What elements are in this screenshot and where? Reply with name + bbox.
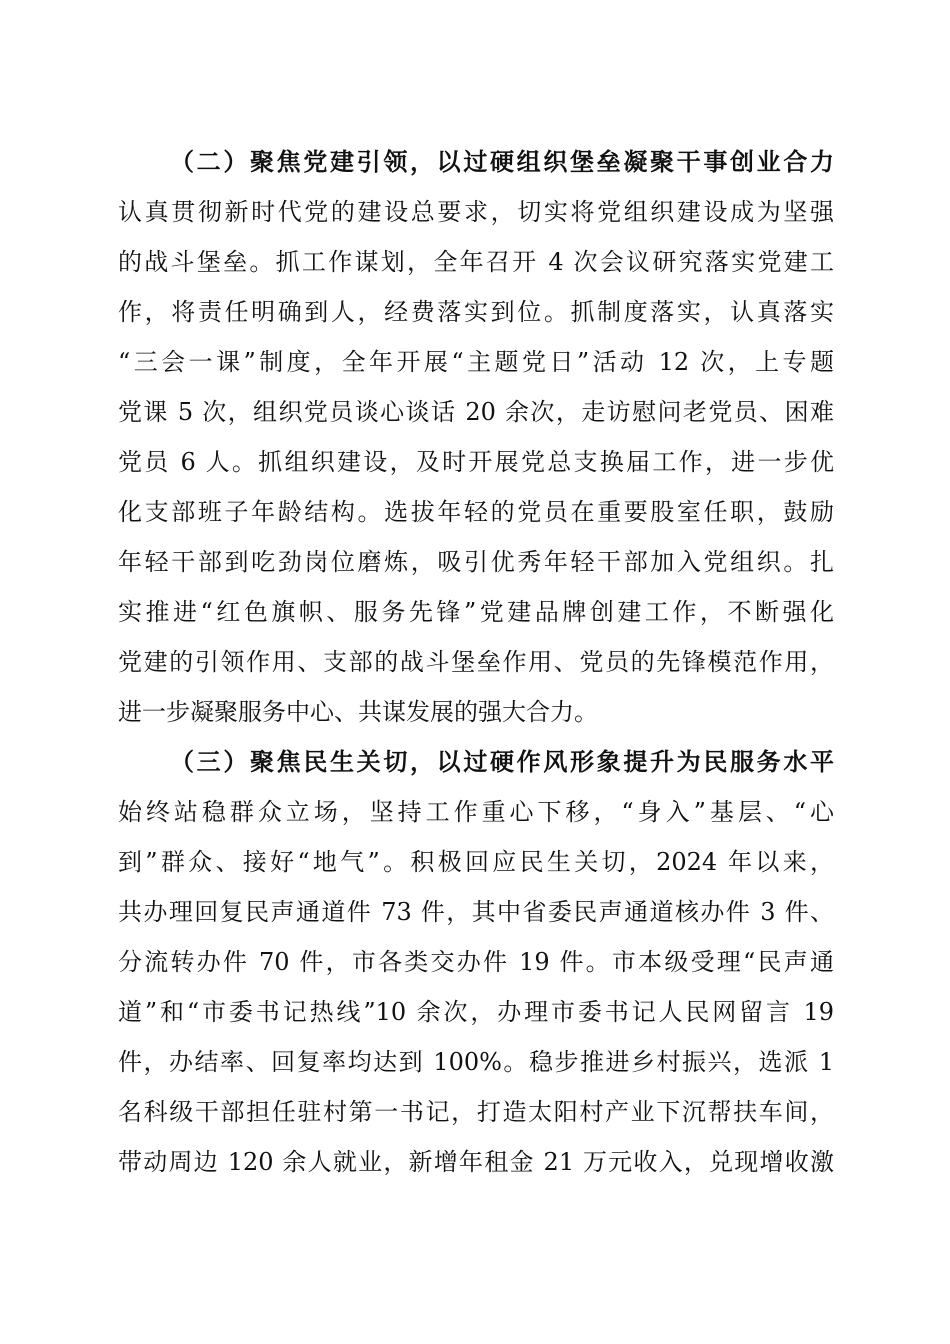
paragraph-line: 名科级干部担任驻村第一书记，打造太阳村产业下沉帮扶车间， xyxy=(118,1098,834,1126)
paragraph-line: “三会一课”制度，全年开展“主题党日”活动 12 次，上专题 xyxy=(118,348,834,376)
paragraph-line: 带动周边 120 余人就业，新增年租金 21 万元收入，兑现增收激 xyxy=(118,1148,834,1176)
paragraph-line: 始终站稳群众立场，坚持工作重心下移，“身入”基层、“心 xyxy=(118,798,834,826)
section-heading-2: （二）聚焦党建引领，以过硬组织堡垒凝聚干事创业合力 xyxy=(170,147,834,176)
paragraph-line: 道”和“市委书记热线”10 余次，办理市委书记人民网留言 19 xyxy=(118,998,834,1026)
section-heading-3: （三）聚焦民生关切，以过硬作风形象提升为民服务水平 xyxy=(170,747,834,776)
paragraph-line: 实推进“红色旗帜、服务先锋”党建品牌创建工作，不断强化 xyxy=(118,598,834,626)
paragraph-line: 认真贯彻新时代党的建设总要求，切实将党组织建设成为坚强 xyxy=(118,198,834,226)
paragraph-line: 作，将责任明确到人，经费落实到位。抓制度落实，认真落实 xyxy=(118,298,834,326)
paragraph-line: 党员 6 人。抓组织建设，及时开展党总支换届工作，进一步优 xyxy=(118,448,834,476)
paragraph-line-last: 进一步凝聚服务中心、共谋发展的强大合力。 xyxy=(118,698,598,726)
paragraph-line: 年轻干部到吃劲岗位磨炼，吸引优秀年轻干部加入党组织。扎 xyxy=(118,548,834,576)
paragraph-line: 分流转办件 70 件，市各类交办件 19 件。市本级受理“民声通 xyxy=(118,948,834,976)
paragraph-line: 共办理回复民声通道件 73 件，其中省委民声通道核办件 3 件、 xyxy=(118,898,834,926)
paragraph-line: 党课 5 次，组织党员谈心谈话 20 余次，走访慰问老党员、困难 xyxy=(118,398,834,426)
paragraph-line: 党建的引领作用、支部的战斗堡垒作用、党员的先锋模范作用， xyxy=(118,648,834,676)
paragraph-line: 的战斗堡垒。抓工作谋划，全年召开 4 次会议研究落实党建工 xyxy=(118,248,834,276)
paragraph-line: 件，办结率、回复率均达到 100%。稳步推进乡村振兴，选派 1 xyxy=(118,1048,834,1076)
paragraph-line: 到”群众、接好“地气”。积极回应民生关切，2024 年以来， xyxy=(118,848,834,876)
paragraph-line: 化支部班子年龄结构。选拔年轻的党员在重要股室任职，鼓励 xyxy=(118,498,834,526)
